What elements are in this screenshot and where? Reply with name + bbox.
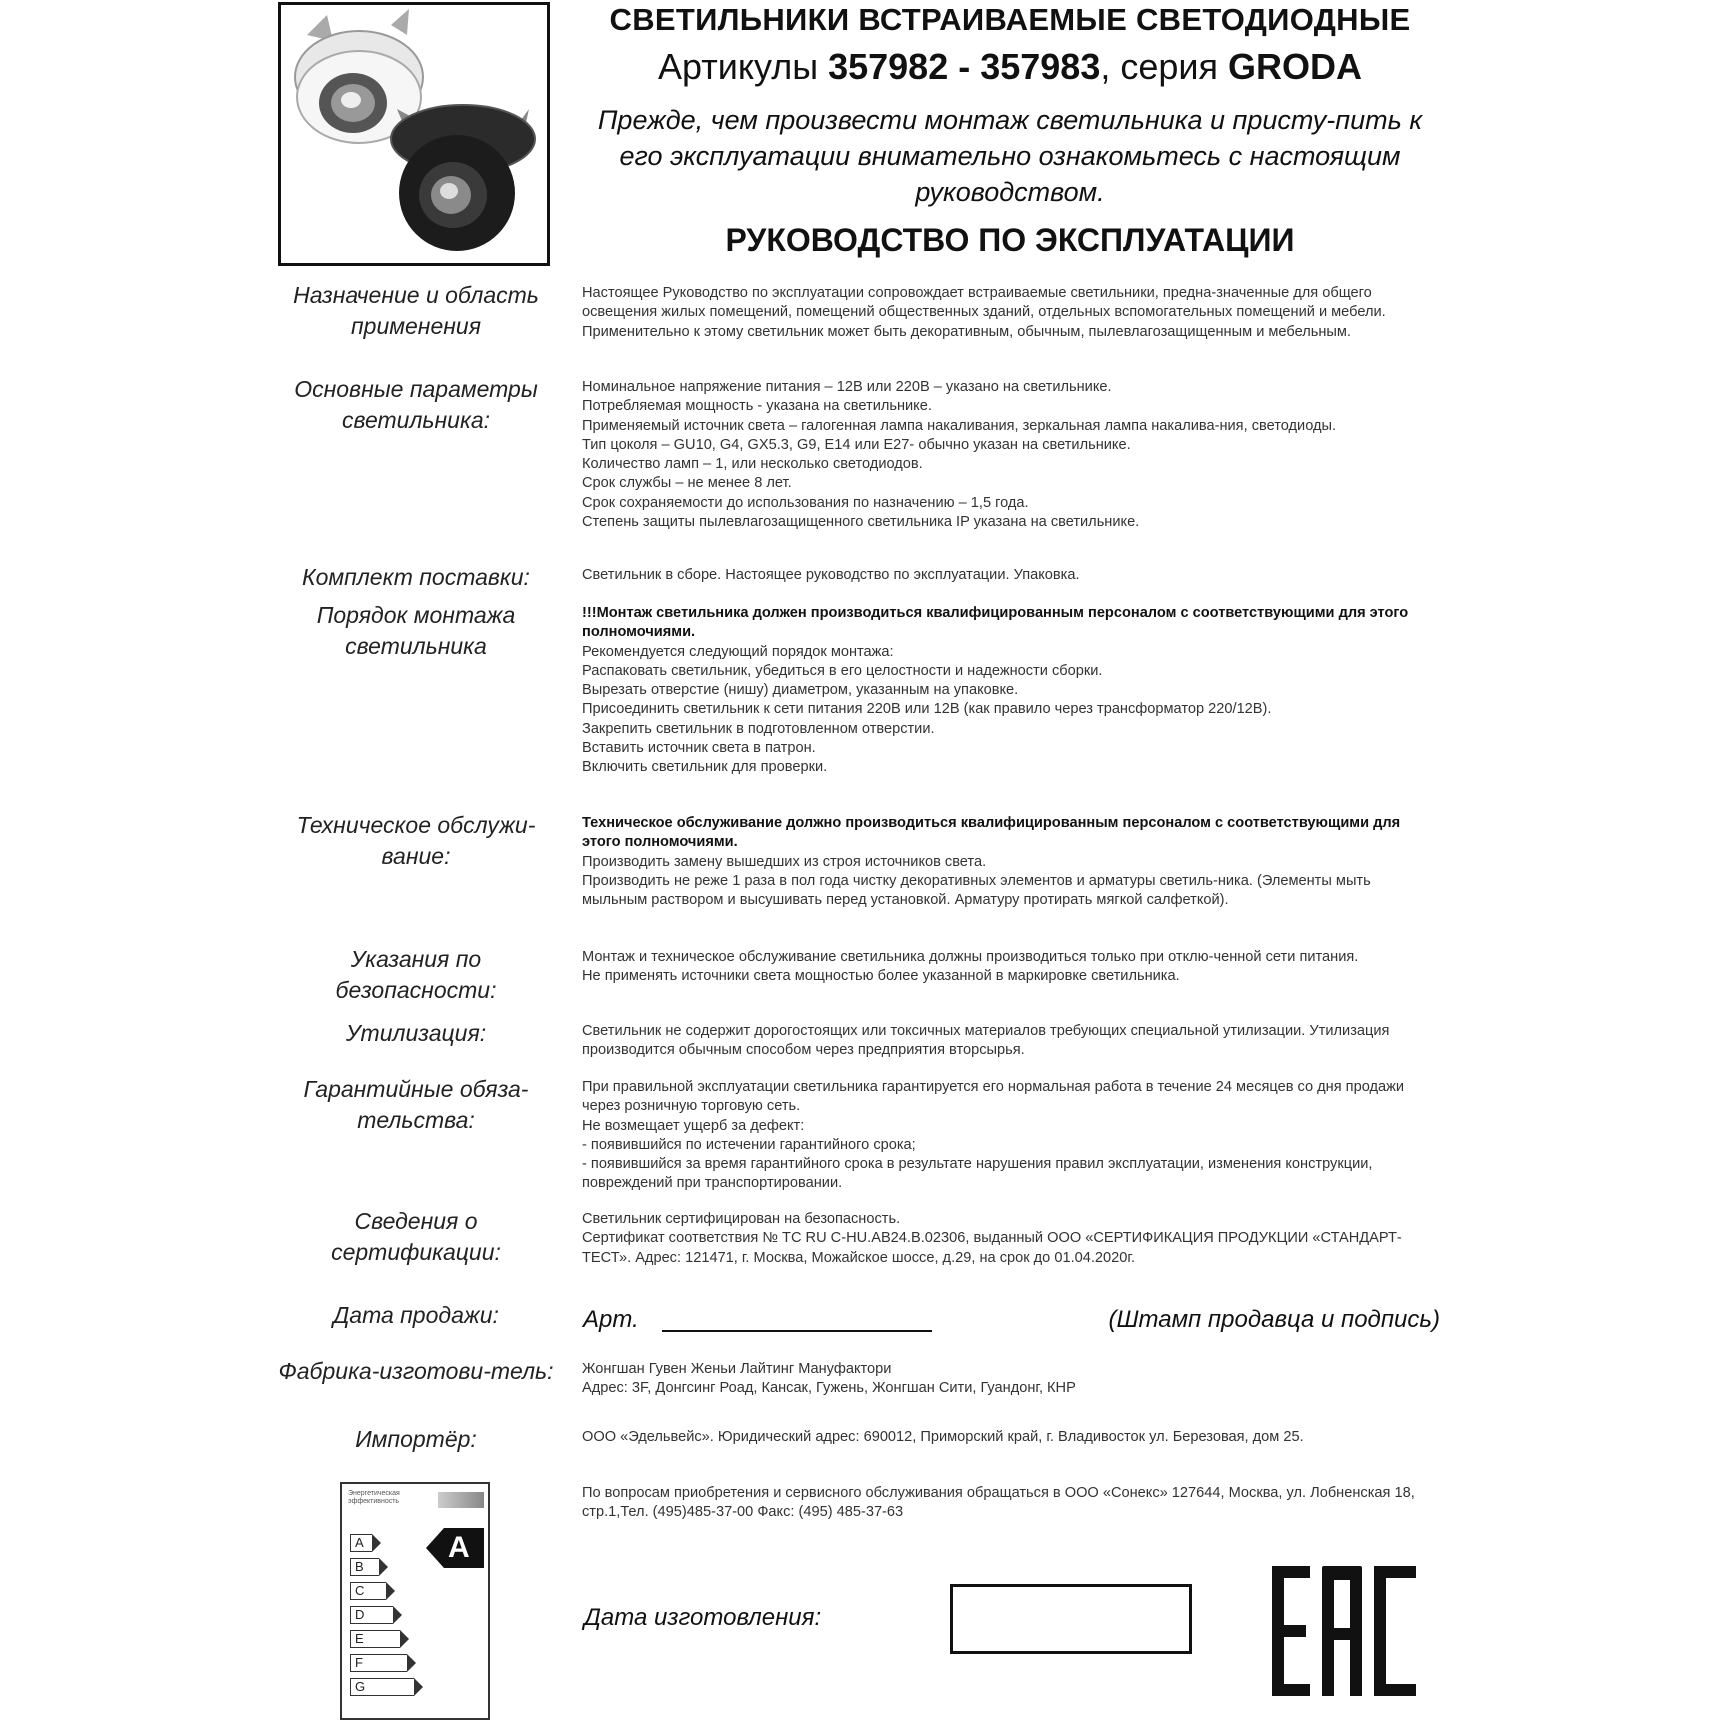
article-numbers: 357982 - 357983 xyxy=(828,46,1101,87)
mounting-block xyxy=(582,604,1438,778)
product-photo xyxy=(278,2,550,266)
purpose-label: Назначение и область применения xyxy=(293,282,539,339)
params-text: Номинальное напряжение питания – 12В или 220В – указано на светильнике. Потребляемая мощность - указана на светильнике. Применяемый источник света – галогенная лампа накаливания, зеркальная лампа накалива-ния, светодиоды. Тип цоколя – GU10, G4, GX5.3, G9, E14 или E27- обычно указан на светильнике. Количество ламп – 1, или несколько светодиодов. Срок службы – не менее 8 лет. Срок сохраняемости до использования по назначению – 1,5 года. Степень защиты пылевлагозащищенного светильника IP указана на светильнике. xyxy=(582,379,1337,531)
purpose-text: Настоящее Руководство по эксплуатации сопровождает встраиваемые светильники, предна-значенные для общего освещения жилых помещений, помещений общественных зданий, отдельных вспомогательных помещений и мебели. Применительно к этому светильник может быть декоративным, обычным, пылевлагозащищенным и мебельным. xyxy=(582,285,1386,340)
warranty-label: Гарантийные обяза-тельства: xyxy=(303,1076,529,1133)
manufacture-date-label: Дата изготовления: xyxy=(584,1604,822,1631)
safety-text: Монтаж и техническое обслуживание светильника должны производиться только при отклю-ченной сети питания. Не применять источники света мощностью более указанной в маркировке светильника. xyxy=(582,949,1359,985)
importer-label: Импортёр: xyxy=(355,1426,477,1452)
maintenance-warning: Техническое обслуживание должно производиться квалифицированным персоналом с соответствующими для этого полномочиями. xyxy=(582,815,1401,851)
sale-date-label: Дата продажи: xyxy=(333,1302,499,1328)
warranty-text: При правильной эксплуатации светильника гарантируется его нормальная работа в течение 24 месяцев со дня продажи через розничную торговую сеть. Не возмещает ущерб за дефект: - появившийся по истечении гарантийного срока; - появившийся за время гарантийного срока в результате нарушения правил эксплуатации, изменения конструкции, повреждений при транспортировании. xyxy=(582,1079,1405,1192)
importer-text: ООО «Эдельвейс». Юридический адрес: 690012, Приморский край, г. Владивосток ул. Березовая, дом 25. xyxy=(582,1429,1304,1445)
disposal-text: Светильник не содержит дорогостоящих или токсичных материалов требующих специальной утилизации. Утилизация производится обычным способом через предприятия вторсырья. xyxy=(582,1023,1390,1059)
maintenance-label: Техническое обслужи-вание: xyxy=(296,812,536,869)
energy-class-a: A xyxy=(350,1534,372,1552)
series-prefix: , серия xyxy=(1100,46,1228,87)
params-label: Основные параметры светильника: xyxy=(294,376,538,433)
product-illustration xyxy=(281,5,547,263)
energy-rating-arrow xyxy=(426,1528,484,1568)
intro-warning: Прежде, чем произвести монтаж светильника и присту-пить к его эксплуатации внимательно ознакомьтесь с настоящим руководством. xyxy=(597,105,1423,207)
energy-class-b: B xyxy=(350,1558,379,1576)
maintenance-text: Производить замену вышедших из строя источников света. Производить не реже 1 раза в пол года чистку декоративных элементов и арматуры светиль-ника. (Элементы мыть мыльным раствором и высушивать перед установкой. Арматуру протирать мягкой салфеткой). xyxy=(582,853,1371,909)
eac-logo xyxy=(1270,1566,1420,1696)
energy-class-f: F xyxy=(350,1654,407,1672)
energy-efficiency-label xyxy=(340,1482,490,1720)
mounting-warning: !!!Монтаж светильника должен производиться квалифицированным персоналом с соответствующими для этого полномочиями. xyxy=(582,605,1409,641)
kit-text: Светильник в сборе. Настоящее руководство по эксплуатации. Упаковка. xyxy=(582,567,1080,583)
articles-prefix: Артикулы xyxy=(658,46,829,87)
energy-class-c: C xyxy=(350,1582,386,1600)
manual-title: РУКОВОДСТВО ПО ЭКСПЛУАТАЦИИ xyxy=(725,222,1295,258)
manufacturer-label: Фабрика-изготови-тель: xyxy=(278,1358,554,1384)
disposal-label: Утилизация: xyxy=(345,1020,487,1046)
maintenance-block xyxy=(582,814,1438,910)
energy-header: Энергетическая эффективность xyxy=(348,1490,400,1505)
series-name: GRODA xyxy=(1228,46,1362,87)
document-title: СВЕТИЛЬНИКИ ВСТРАИВАЕМЫЕ СВЕТОДИОДНЫЕ xyxy=(609,2,1411,37)
kit-label: Комплект поставки: xyxy=(302,564,530,590)
energy-class-g: G xyxy=(350,1678,414,1696)
energy-class-e: E xyxy=(350,1630,400,1648)
sale-article-line xyxy=(662,1330,932,1332)
manufacture-date-box xyxy=(950,1584,1192,1654)
certification-text: Светильник сертифицирован на безопасность. Сертификат соответствия № ТС RU C-HU.AB24.B.02306, выданный ООО «СЕРТИФИКАЦИЯ ПРОДУКЦИИ «СТАНДАРТ-ТЕСТ». Адрес: 121471, г. Москва, Можайское шоссе, д.29, на срок до 01.04.2020г. xyxy=(582,1211,1402,1266)
sale-article-label: Арт. xyxy=(583,1306,639,1333)
service-text: По вопросам приобретения и сервисного обслуживания обращаться в ООО «Сонекс» 127644, Москва, ул. Лобненская 18, стр.1,Тел. (495)485-37-00 Факс: (495) 485-37-63 xyxy=(582,1485,1415,1521)
articles-line xyxy=(560,46,1460,88)
mounting-label: Порядок монтажа светильника xyxy=(316,602,516,659)
energy-rating: A xyxy=(448,1531,470,1564)
seller-stamp-label: (Штамп продавца и подпись) xyxy=(1108,1306,1440,1333)
energy-header-bar xyxy=(438,1492,484,1508)
mounting-text: Рекомендуется следующий порядок монтажа: Распаковать светильник, убедиться в его целостности и надежности сборки. Вырезать отверстие (нишу) диаметром, указанным на упаковке. Присоединить светильник к сети питания 220В или 12В (как правило через трансформатор 220/12В). Закрепить светильник в подготовленном отверстии. Вставить источник света в патрон. Включить светильник для проверки. xyxy=(582,643,1272,776)
eac-mark xyxy=(1270,1566,1420,1696)
energy-class-d: D xyxy=(350,1606,393,1624)
manufacturer-text: Жонгшан Гувен Женьи Лайтинг Мануфактори Адрес: 3F, Донгсинг Роад, Кансак, Гужень, Жонгшан Сити, Гуандонг, КНР xyxy=(582,1361,1076,1397)
certification-label: Сведения о сертификации: xyxy=(331,1208,501,1265)
safety-label: Указания по безопасности: xyxy=(335,946,497,1003)
